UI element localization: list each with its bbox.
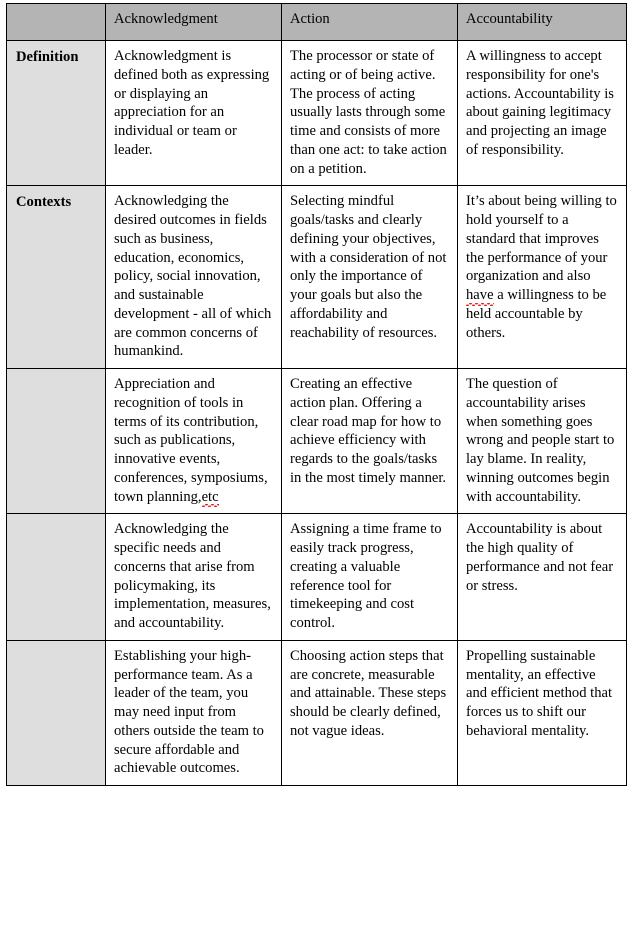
table-row [7,640,627,785]
spellcheck-misspelled-word: etc [201,488,219,505]
table-row [7,369,627,514]
table-row [7,186,627,369]
cell-row3-acknowledgment [106,369,282,514]
cell-definition-acknowledgment: Acknowledgment is defined both as expressing or displaying an appreciation for an individual or team or leader. [106,41,282,186]
cell-row4-accountability: Accountability is about the high quality of performance and not fear or stress. [458,514,627,641]
row-header-definition: Definition [7,41,106,186]
cell-row5-acknowledgment: Establishing your high-performance team. As a leader of the team, you may need input from others outside the team to secure affordable and achievable outcomes. [106,640,282,785]
cell-row4-acknowledgment: Acknowledging the specific needs and concerns that arise from policymaking, its implementation, measures, and accountability. [106,514,282,641]
spellcheck-misspelled-word: have [466,287,494,303]
cell-contexts-action: Selecting mindful goals/tasks and clearly defining your objectives, with a consideration of not only the importance of your goals but also the affordability and reachability of resources. [282,186,458,369]
cell-contexts-accountability [458,186,627,369]
cell-row3-action: Creating an effective action plan. Offering a clear road map for how to achieve efficiency with regards to the goals/tasks in the most timely manner. [282,369,458,514]
cell-row5-accountability: Propelling sustainable mentality, an effective and efficient method that forces us to shift our behavioral mentality. [458,640,627,785]
table-body [7,41,627,786]
table-row [7,514,627,641]
header-cell-acknowledgment: Acknowledgment [106,4,282,41]
cell-text-before-misspelling: Appreciation and recognition of tools in terms of its contribution, such as publications, innovative events, conferences, symposiums, town planning, [114,376,268,505]
header-cell-corner [7,4,106,41]
cell-contexts-acknowledgment: Acknowledging the desired outcomes in fields such as business, education, economics, policy, social innovation, and sustainable development - all of which are common concerns of humankind. [106,186,282,369]
header-cell-accountability: Accountability [458,4,627,41]
cell-definition-action: The processor or state of acting or of being active. The process of acting usually lasts through some time and consists of more than one act: to take action on a petition. [282,41,458,186]
cell-text-after-misspelling: a willingness to be held accountable by others. [466,287,607,341]
row-header-blank-1 [7,369,106,514]
cell-row3-accountability: The question of accountability arises when something goes wrong and people start to lay blame. In reality, winning outcomes begin with accountability. [458,369,627,514]
table-row [7,41,627,186]
row-header-contexts: Contexts [7,186,106,369]
cell-text-before-misspelling: It’s about being willing to hold yourself to a standard that improves the performance of your organization and also [466,193,617,285]
comparison-matrix-table [6,3,627,786]
table-header [7,4,627,41]
cell-row4-action: Assigning a time frame to easily track progress, creating a valuable reference tool for timekeeping and cost control. [282,514,458,641]
cell-definition-accountability: A willingness to accept responsibility for one's actions. Accountability is about gaining legitimacy and projecting an image of responsibility. [458,41,627,186]
table-header-row [7,4,627,41]
header-cell-action: Action [282,4,458,41]
row-header-blank-2 [7,514,106,641]
row-header-blank-3 [7,640,106,785]
cell-row5-action: Choosing action steps that are concrete, measurable and attainable. These steps should be clearly defined, not vague ideas. [282,640,458,785]
